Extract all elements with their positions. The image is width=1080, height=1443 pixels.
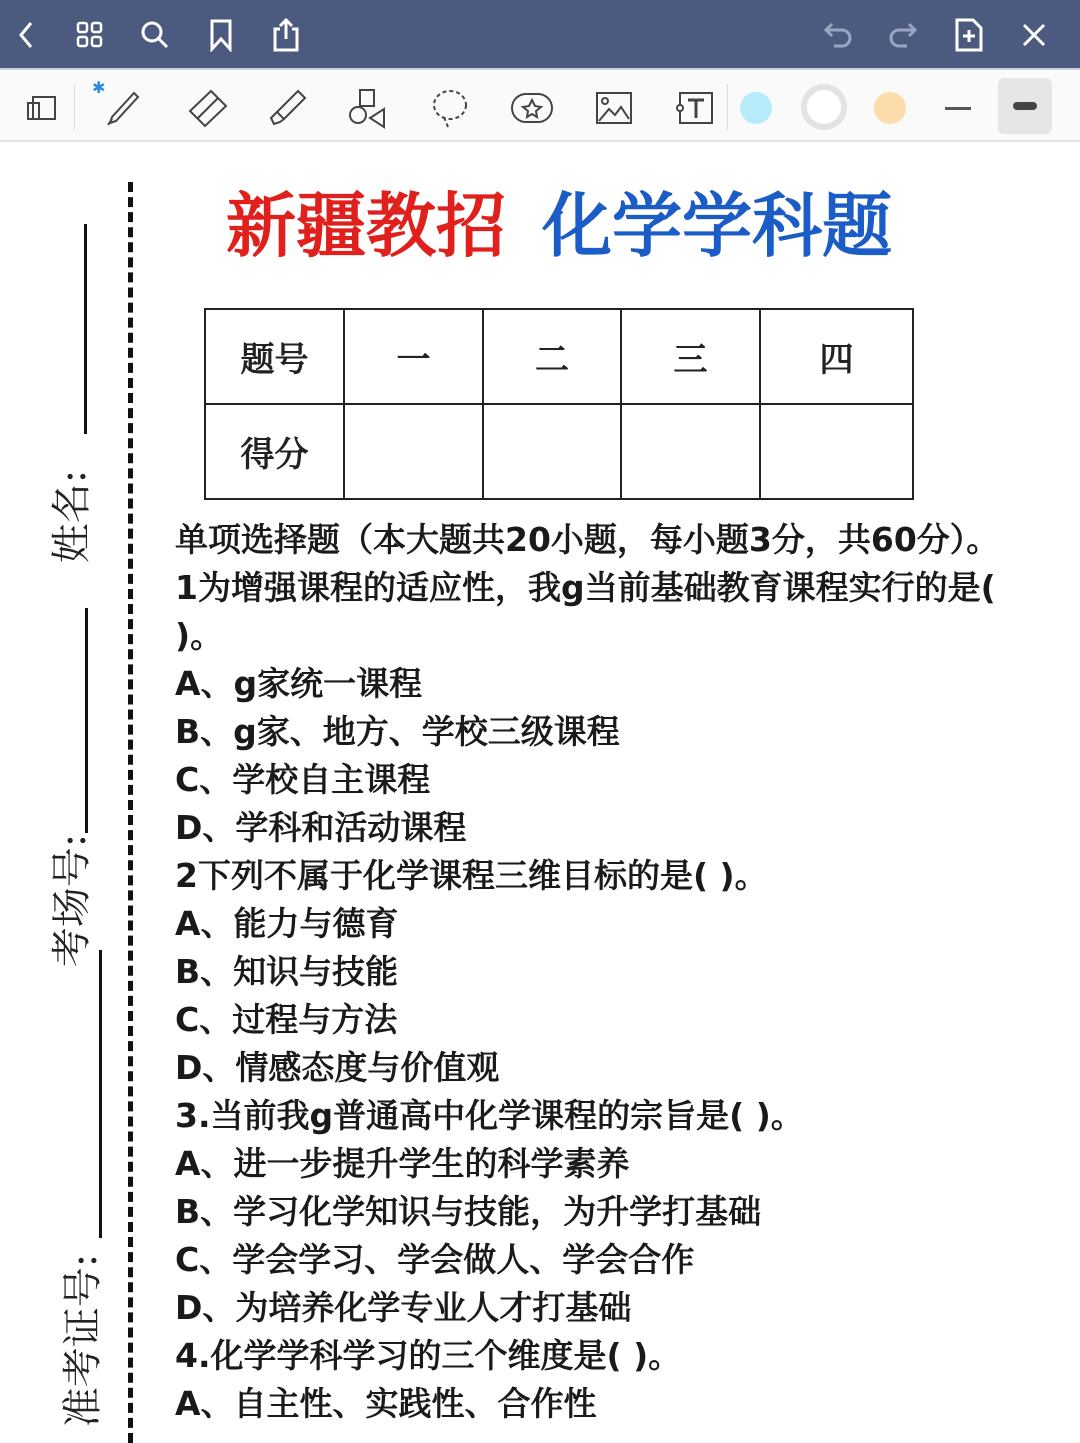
color-swatch-white-selected[interactable] xyxy=(801,84,847,130)
color-swatch-light-blue[interactable] xyxy=(740,92,772,124)
option: C、学会学习、学会做人、学会合作 xyxy=(175,1240,695,1279)
thin-stroke-icon[interactable] xyxy=(936,86,980,130)
option: A、能力与德育 xyxy=(175,904,399,943)
option: C、学校自主课程 xyxy=(175,760,431,799)
table-cell xyxy=(760,404,913,499)
table-cell: 二 xyxy=(483,309,621,404)
page-title xyxy=(226,170,892,271)
question: 3.当前我g普通高中化学课程的宗旨是( )。 xyxy=(175,1096,804,1135)
option: B、学习化学知识与技能，为升学打基础 xyxy=(175,1192,762,1231)
table-cell: 三 xyxy=(621,309,760,404)
pen-icon[interactable] xyxy=(92,78,144,130)
questions xyxy=(175,516,1055,1428)
add-page-icon[interactable] xyxy=(951,17,987,53)
bookmark-icon[interactable] xyxy=(203,17,239,53)
redo-icon[interactable] xyxy=(885,17,921,53)
search-icon[interactable] xyxy=(137,17,173,53)
table-row xyxy=(205,309,913,404)
top-bar xyxy=(0,0,1080,70)
back-icon[interactable] xyxy=(8,17,44,53)
ticket-label: 准考证号: xyxy=(60,1253,107,1428)
grid-icon[interactable] xyxy=(72,17,108,53)
color-swatch-peach[interactable] xyxy=(874,92,906,124)
table-row xyxy=(205,404,913,499)
title-blue: 化学学科题 xyxy=(542,185,892,267)
table-cell xyxy=(621,404,760,499)
sticker-icon[interactable] xyxy=(510,86,554,130)
table-cell: 一 xyxy=(344,309,483,404)
table-cell xyxy=(344,404,483,499)
option: B、知识与技能 xyxy=(175,952,399,991)
eraser-icon[interactable] xyxy=(185,86,229,130)
option: B、g家、地方、学校三级课程 xyxy=(175,712,620,751)
undo-icon[interactable] xyxy=(820,17,856,53)
question: 4.化学学科学习的三个维度是( )。 xyxy=(175,1336,682,1375)
binding-line xyxy=(128,182,133,1443)
option: C、过程与方法 xyxy=(175,1000,398,1039)
ticket-underline xyxy=(99,950,102,1238)
close-icon[interactable] xyxy=(1016,17,1052,53)
image-icon[interactable] xyxy=(592,86,636,130)
divider xyxy=(74,84,75,130)
option: A、进一步提升学生的科学素养 xyxy=(175,1144,630,1183)
score-table xyxy=(204,308,914,500)
name-underline xyxy=(84,224,87,434)
table-cell: 四 xyxy=(760,309,913,404)
option: D、学科和活动课程 xyxy=(175,808,467,847)
room-underline xyxy=(85,608,88,833)
page-layout-icon[interactable] xyxy=(20,86,64,130)
text-icon[interactable] xyxy=(672,86,716,130)
share-icon[interactable] xyxy=(268,17,304,53)
thick-stroke-icon[interactable] xyxy=(998,78,1052,134)
table-cell xyxy=(483,404,621,499)
title-red: 新疆教招 xyxy=(226,185,506,267)
tool-bar xyxy=(0,72,1080,142)
option: A、自主性、实践性、合作性 xyxy=(175,1384,597,1423)
lasso-icon[interactable] xyxy=(428,86,472,130)
section-heading: 单项选择题（本大题共20小题，每小题3分，共60分）。 xyxy=(175,520,1000,559)
highlighter-icon[interactable] xyxy=(265,86,309,130)
divider xyxy=(727,84,728,130)
table-cell: 题号 xyxy=(205,309,344,404)
bluetooth-icon: ✱ xyxy=(92,78,106,97)
question: 1为增强课程的适应性，我g当前基础教育课程实行的是( )。 xyxy=(175,568,996,655)
name-label: 姓名: xyxy=(49,469,96,564)
shapes-icon[interactable] xyxy=(345,86,389,130)
option: A、g家统一课程 xyxy=(175,664,423,703)
room-label: 考场号: xyxy=(49,833,96,968)
option: D、情感态度与价值观 xyxy=(175,1048,500,1087)
option: D、为培养化学专业人才打基础 xyxy=(175,1288,632,1327)
table-cell: 得分 xyxy=(205,404,344,499)
question: 2下列不属于化学课程三维目标的是( )。 xyxy=(175,856,768,895)
